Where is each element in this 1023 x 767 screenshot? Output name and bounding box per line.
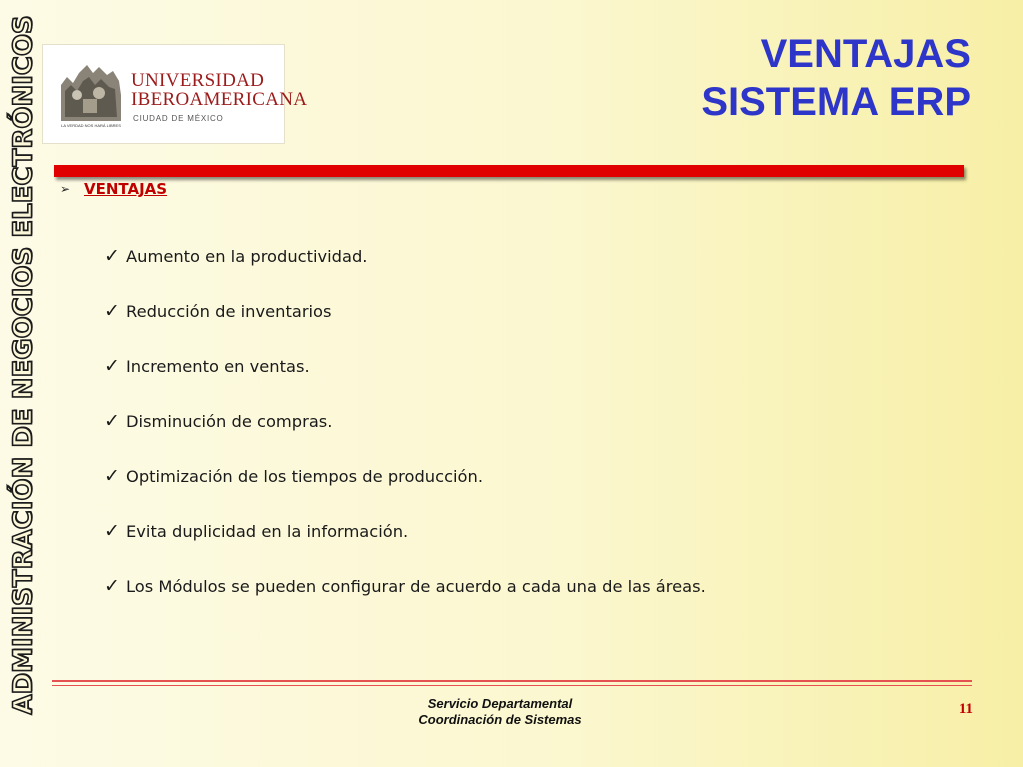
advantages-list: [104, 229, 706, 614]
footer-divider: [52, 680, 972, 682]
list-item: [104, 284, 706, 339]
page-number: 11: [958, 701, 973, 717]
list-item-text: Optimización de los tiempos de producción.: [126, 467, 483, 486]
list-item-text: Incremento en ventas.: [126, 357, 310, 376]
section-label: VENTAJAS: [84, 180, 168, 198]
logo-motto: LA VERDAD NOS HARÁ LIBRES: [61, 123, 121, 128]
list-item-text: Disminución de compras.: [126, 412, 333, 431]
list-item-text: Reducción de inventarios: [126, 302, 332, 321]
arrow-bullet-icon: ➢: [60, 182, 71, 196]
university-name-line2: IBEROAMERICANA: [131, 89, 308, 110]
footer-divider-thin: [52, 685, 972, 686]
list-item-text: Los Módulos se pueden configurar de acuerdo a cada una de las áreas.: [126, 577, 706, 596]
footer-line2: Coordinación de Sistemas: [418, 712, 582, 727]
slide-title-line2: SISTEMA ERP: [701, 80, 971, 124]
university-seal-icon: [53, 55, 129, 131]
list-item: [104, 449, 706, 504]
checkmark-icon: ✓: [104, 245, 120, 267]
footer-text: [330, 696, 670, 728]
list-item: [104, 339, 706, 394]
checkmark-icon: ✓: [104, 410, 120, 432]
checkmark-icon: ✓: [104, 465, 120, 487]
list-item: [104, 559, 706, 614]
slide-title-line1: VENTAJAS: [760, 32, 971, 76]
checkmark-icon: ✓: [104, 575, 120, 597]
list-item-text: Evita duplicidad en la información.: [126, 522, 409, 541]
slide-title: [701, 30, 971, 126]
list-item-text: Aumento en la productividad.: [126, 247, 368, 266]
vertical-side-title: [4, 15, 44, 715]
list-item: [104, 229, 706, 284]
list-item: [104, 504, 706, 559]
university-city: CIUDAD DE MÉXICO: [133, 114, 224, 123]
footer-line1: Servicio Departamental: [427, 696, 573, 711]
university-name-line1: UNIVERSIDAD: [131, 70, 265, 91]
checkmark-icon: ✓: [104, 355, 120, 377]
university-logo: [42, 44, 308, 144]
title-divider-bar: [54, 165, 964, 177]
section-heading: [60, 180, 167, 198]
list-item: [104, 394, 706, 449]
checkmark-icon: ✓: [104, 300, 120, 322]
checkmark-icon: ✓: [104, 520, 120, 542]
side-title-text: ADMINISTRACIÓN DE NEGOCIOS ELECTRÓNICOS: [9, 15, 40, 715]
university-name: [131, 71, 307, 109]
